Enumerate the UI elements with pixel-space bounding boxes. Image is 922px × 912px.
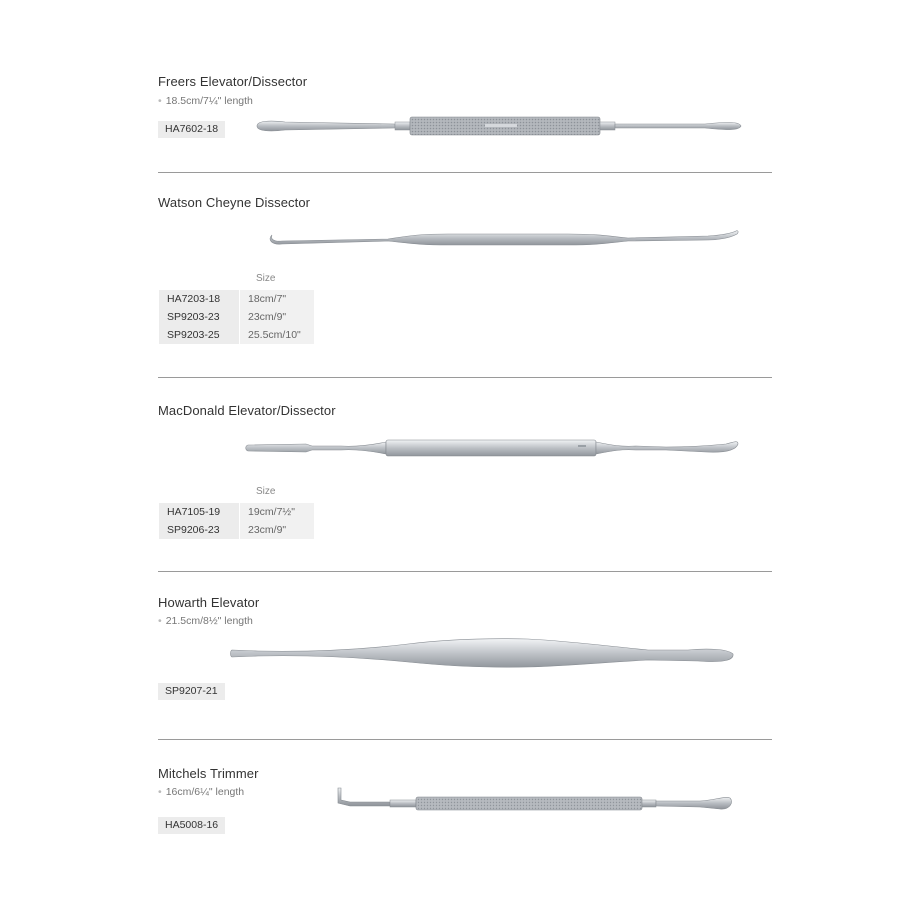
macdonald-elevator-image [246, 436, 742, 460]
table-row [159, 503, 314, 521]
product-title: Howarth Elevator [158, 595, 260, 610]
spec-text: 21.5cm/8½" length [165, 615, 253, 627]
table-row [159, 308, 314, 326]
table-row [159, 290, 314, 308]
product-spec [158, 615, 253, 627]
product-title: Mitchels Trimmer [158, 766, 259, 781]
product-code: HA7203-18 [159, 290, 239, 308]
freers-elevator-image [255, 112, 745, 140]
product-size: 23cm/9" [240, 521, 314, 539]
mitchels-trimmer-image [330, 786, 740, 816]
product-code: SP9207-21 [158, 683, 225, 700]
product-code: SP9203-23 [159, 308, 239, 326]
watson-cheyne-dissector-image [268, 226, 743, 248]
product-size: 23cm/9" [240, 308, 314, 326]
product-code: HA7602-18 [158, 121, 225, 138]
product-code: SP9206-23 [159, 521, 239, 539]
bullet-icon: • [158, 95, 162, 107]
divider [158, 377, 772, 378]
size-table [158, 503, 315, 539]
howarth-elevator-image [228, 636, 740, 672]
spec-text: 16cm/6¼" length [165, 786, 245, 798]
product-title: Watson Cheyne Dissector [158, 195, 311, 210]
size-table [158, 290, 315, 344]
table-row [159, 521, 314, 539]
size-column-label: Size [256, 486, 276, 497]
product-size: 18cm/7" [240, 290, 314, 308]
divider [158, 739, 772, 740]
bullet-icon: • [158, 615, 162, 627]
product-code: SP9203-25 [159, 326, 239, 344]
product-code: HA7105-19 [159, 503, 239, 521]
spec-text: 18.5cm/7¼" length [165, 95, 253, 107]
product-code: HA5008-16 [158, 817, 225, 834]
product-size: 25.5cm/10" [240, 326, 314, 344]
product-title: Freers Elevator/Dissector [158, 74, 308, 89]
product-spec [158, 95, 253, 107]
product-spec [158, 786, 244, 798]
size-column-label: Size [256, 273, 276, 284]
product-title: MacDonald Elevator/Dissector [158, 403, 336, 418]
table-row [159, 326, 314, 344]
divider [158, 172, 772, 173]
bullet-icon: • [158, 786, 162, 798]
product-size: 19cm/7½" [240, 503, 314, 521]
divider [158, 571, 772, 572]
